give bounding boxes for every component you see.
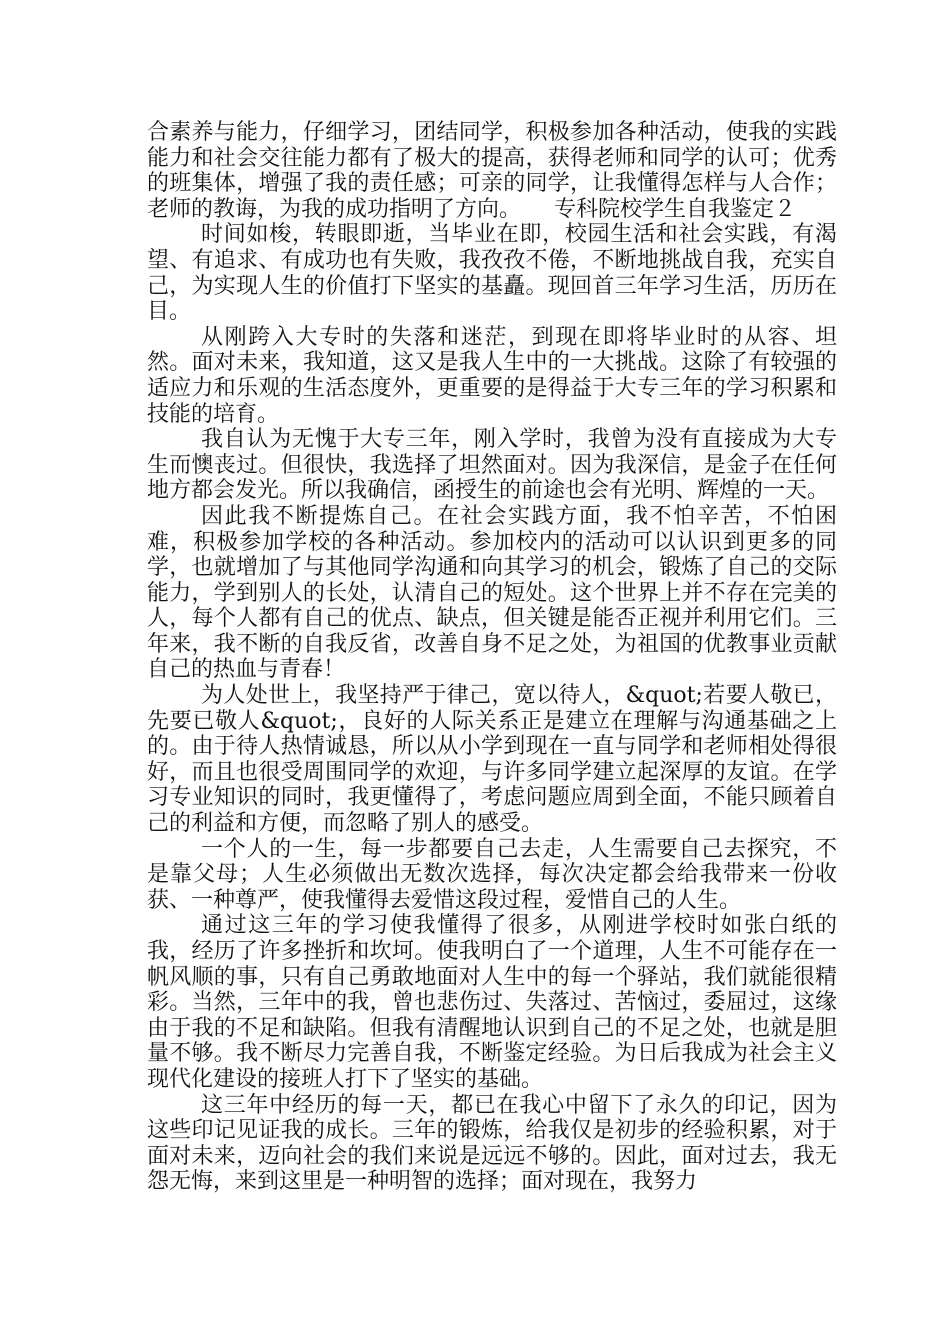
paragraph-8: 通过这三年的学习使我懂得了很多，从刚进学校时如张白纸的我，经历了许多挫折和坎坷。使我明白了一个道理，人生不可能存在一帆风顺的事，只有自己勇敢地面对人生中的每一个驿站，我们就能很精彩。当然，三年中的我，曾也悲伤过、失落过、苦恼过，委屈过，这缘由于我的不足和缺陷。但我有清醒地认识到自己的不足之处，也就是胆量不够。我不断尽力完善自我，不断鉴定经验。为日后我成为社会主义现代化建设的接班人打下了坚实的基础。 xyxy=(147,913,837,1092)
paragraph-6: 为人处世上，我坚持严于律己，宽以待人，&quot;若要人敬已，先要已敬人&quot;，良好的人际关系正是建立在理解与沟通基础之上的。由于待人热情诚恳，所以从小学到现在一直与同学和老师相处得很好，而且也很受周围同学的欢迎，与许多同学建立起深厚的友谊。在学习专业知识的同时，我更懂得了，考虑问题应周到全面，不能只顾着自己的利益和方便，而忽略了别人的感受。 xyxy=(147,683,837,837)
paragraph-2: 时间如梭，转眼即逝，当毕业在即，校园生活和社会实践，有渴望、有追求、有成功也有失败，我孜孜不倦，不断地挑战自我，充实自己，为实现人生的价值打下坚实的基矗。现回首三年学习生活，历历在目。 xyxy=(147,222,837,325)
paragraph-4: 我自认为无愧于大专三年，刚入学时，我曾为没有直接成为大专生而懊丧过。但很快，我选择了坦然面对。因为我深信，是金子在任何地方都会发光。所以我确信，函授生的前途也会有光明、辉煌的一天。 xyxy=(147,427,837,504)
paragraph-9: 这三年中经历的每一天，都已在我心中留下了永久的印记，因为这些印记见证我的成长。三年的锻炼，给我仅是初步的经验积累，对于面对未来，迈向社会的我们来说是远远不够的。因此，面对过去，我无怨无悔，来到这里是一种明智的选择；面对现在，我努力 xyxy=(147,1092,837,1195)
document-body xyxy=(147,120,837,1195)
paragraph-3: 从刚跨入大专时的失落和迷茫，到现在即将毕业时的从容、坦然。面对未来，我知道，这又是我人生中的一大挑战。这除了有较强的适应力和乐观的生活态度外，更重要的是得益于大专三年的学习积累和技能的培育。 xyxy=(147,324,837,427)
paragraph-7: 一个人的一生，每一步都要自己去走，人生需要自己去探究，不是靠父母；人生必须做出无数次选择，每次决定都会给我带来一份收获、一种尊严，使我懂得去爱惜这段过程，爱惜自己的人生。 xyxy=(147,836,837,913)
paragraph-1: 合素养与能力，仔细学习，团结同学，积极参加各种活动，使我的实践能力和社会交往能力都有了极大的提高，获得老师和同学的认可；优秀的班集体，增强了我的责任感；可亲的同学，让我懂得怎样与人合作；老师的教诲，为我的成功指明了方向。 专科院校学生自我鉴定２ xyxy=(147,120,837,222)
paragraph-5: 因此我不断提炼自己。在社会实践方面，我不怕辛苦，不怕困难，积极参加学校的各种活动。参加校内的活动可以认识到更多的同学，也就增加了与其他同学沟通和向其学习的机会，锻炼了自己的交际能力，学到别人的长处，认清自己的短处。这个世界上并不存在完美的人，每个人都有自己的优点、缺点，但关键是能否正视并利用它们。三年来，我不断的自我反省，改善自身不足之处，为祖国的优教事业贡献自己的热血与青春！ xyxy=(147,503,837,683)
